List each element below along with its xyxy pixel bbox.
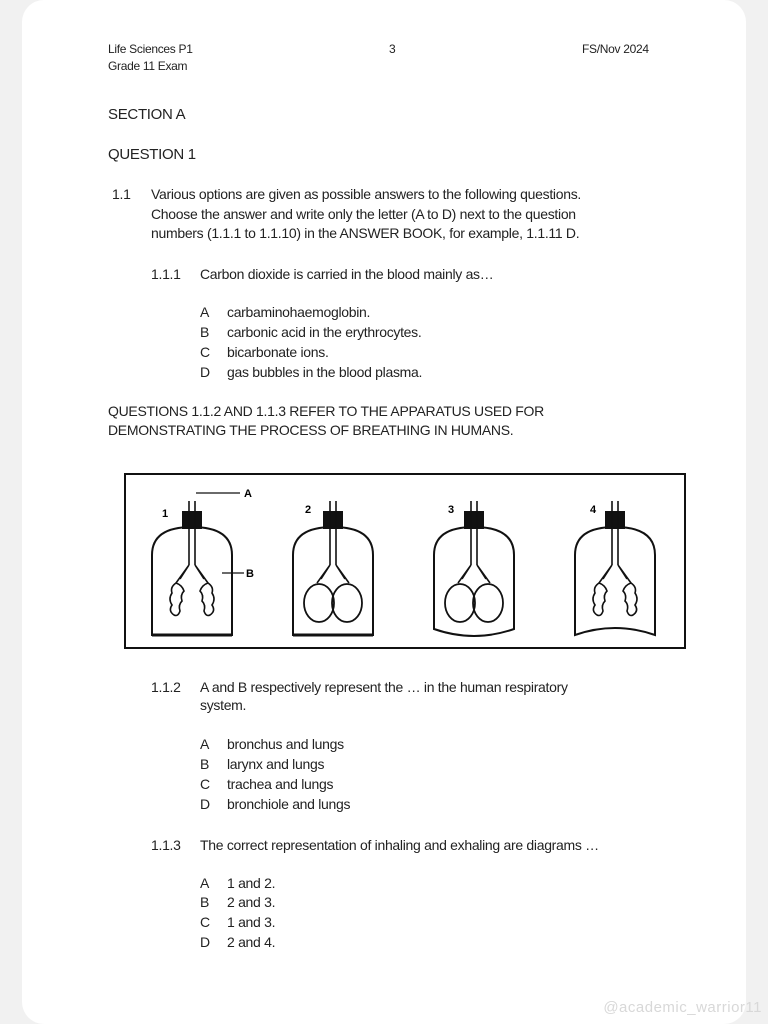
q1-1-2-number: 1.1.2 [151, 679, 181, 695]
option-letter: B [200, 756, 210, 772]
option-letter: D [200, 934, 211, 950]
apparatus-2 [293, 501, 373, 635]
question-title: QUESTION 1 [108, 146, 196, 163]
option-text: gas bubbles in the blood plasma. [227, 364, 423, 380]
option-letter: C [200, 344, 211, 360]
option-letter: D [200, 364, 211, 380]
option-letter: C [200, 914, 211, 930]
q1-1-3-stem: The correct representation of inhaling and exhaling are diagrams … [200, 837, 599, 853]
option-text: carbonic acid in the erythrocytes. [227, 324, 422, 340]
page-number: 3 [389, 42, 396, 56]
header-grade: Grade 11 Exam [108, 59, 188, 73]
instruction-line: Choose the answer and write only the letter (A to D) next to the question [151, 206, 576, 222]
option-text: 1 and 3. [227, 914, 276, 930]
option-text: bicarbonate ions. [227, 344, 329, 360]
option-letter: D [200, 796, 211, 812]
option-letter: A [200, 304, 210, 320]
q1-1-2-stem-line: A and B respectively represent the … in the human respiratory [200, 679, 568, 695]
section-title: SECTION A [108, 106, 186, 123]
bell-jar-diagram [124, 473, 686, 649]
diagram-number-3: 3 [448, 504, 455, 516]
option-text: 2 and 4. [227, 934, 276, 950]
q1-1-3-number: 1.1.3 [151, 837, 181, 853]
q1-1-number: 1.1 [112, 186, 131, 202]
option-text: trachea and lungs [227, 776, 334, 792]
option-text: bronchiole and lungs [227, 796, 351, 812]
q1-1-1-stem: Carbon dioxide is carried in the blood mainly as… [200, 266, 494, 282]
option-text: 2 and 3. [227, 894, 276, 910]
option-text: 1 and 2. [227, 875, 276, 891]
q1-1-1-number: 1.1.1 [151, 266, 181, 282]
option-letter: B [200, 324, 210, 340]
apparatus-intro-line: QUESTIONS 1.1.2 AND 1.1.3 REFER TO THE APPARATUS USED FOR [108, 403, 544, 419]
apparatus-intro-line: DEMONSTRATING THE PROCESS OF BREATHING IN HUMANS. [108, 422, 514, 438]
diagram-number-2: 2 [305, 504, 312, 516]
apparatus-4 [575, 501, 655, 635]
option-text: bronchus and lungs [227, 736, 344, 752]
header-subject: Life Sciences P1 [108, 42, 193, 56]
option-letter: B [200, 894, 210, 910]
option-letter: A [200, 875, 210, 891]
watermark: @academic_warrior11 [603, 999, 762, 1016]
label-b: B [246, 568, 254, 580]
header-session: FS/Nov 2024 [582, 42, 649, 56]
diagram-number-4: 4 [590, 504, 597, 516]
instruction-line: numbers (1.1.1 to 1.1.10) in the ANSWER BOOK, for example, 1.1.11 D. [151, 225, 580, 241]
option-text: carbaminohaemoglobin. [227, 304, 371, 320]
option-text: larynx and lungs [227, 756, 325, 772]
q1-1-2-stem-line: system. [200, 697, 247, 713]
option-letter: A [200, 736, 210, 752]
instruction-line: Various options are given as possible answers to the following questions. [151, 186, 581, 202]
option-letter: C [200, 776, 211, 792]
label-a: A [244, 488, 252, 500]
apparatus-3 [434, 501, 514, 636]
diagram-number-1: 1 [162, 508, 169, 520]
